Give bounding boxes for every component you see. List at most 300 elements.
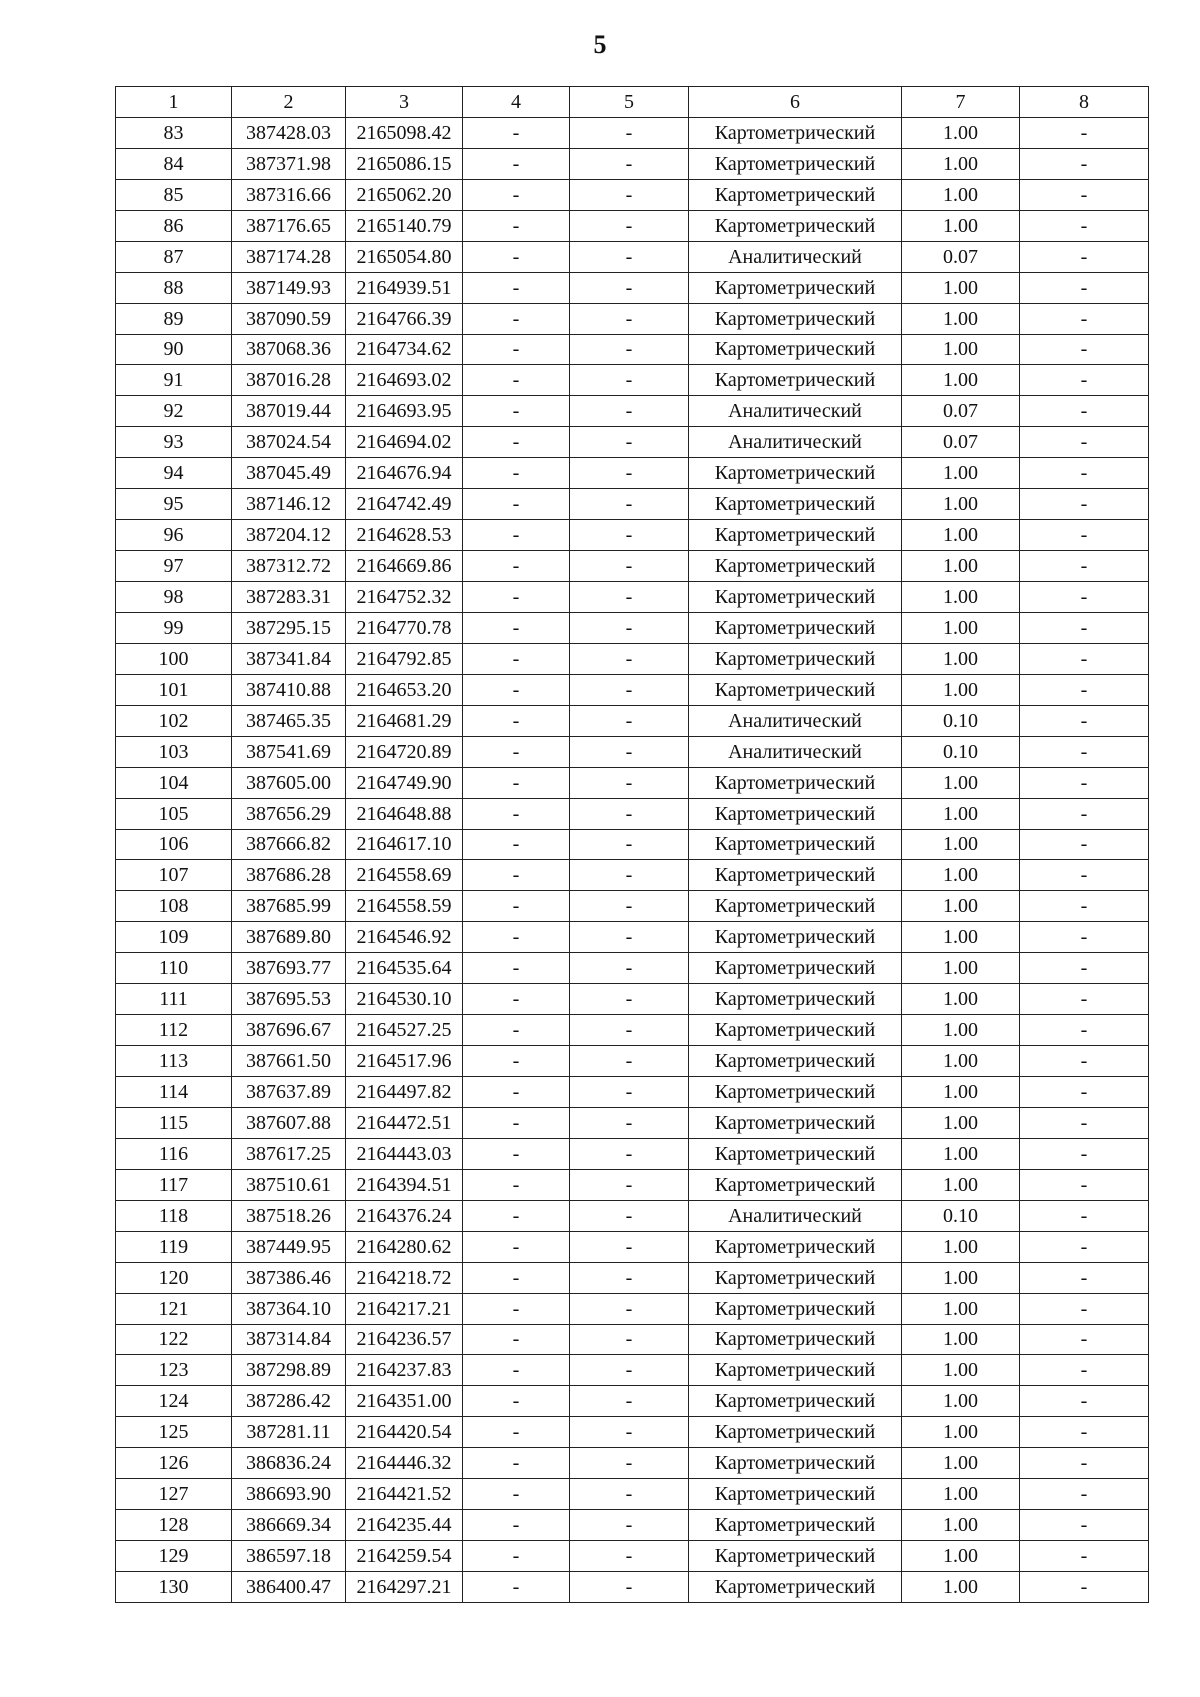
col8-cell: - [1020, 705, 1149, 736]
y-coordinate-cell: 2164351.00 [346, 1386, 463, 1417]
method-cell: Картометрический [689, 953, 902, 984]
x-coordinate-cell: 387298.89 [232, 1355, 346, 1386]
table-row [116, 1138, 1149, 1169]
accuracy-cell: 1.00 [902, 1448, 1020, 1479]
point-number-cell: 90 [116, 334, 232, 365]
col8-cell: - [1020, 1479, 1149, 1510]
col5-cell: - [570, 829, 689, 860]
col8-cell: - [1020, 551, 1149, 582]
method-cell: Картометрический [689, 891, 902, 922]
method-cell: Картометрический [689, 1231, 902, 1262]
table-row [116, 1572, 1149, 1603]
x-coordinate-cell: 387295.15 [232, 612, 346, 643]
col4-cell: - [463, 303, 570, 334]
method-cell: Картометрический [689, 1355, 902, 1386]
y-coordinate-cell: 2164749.90 [346, 767, 463, 798]
method-cell: Картометрический [689, 1046, 902, 1077]
accuracy-cell: 1.00 [902, 148, 1020, 179]
accuracy-cell: 1.00 [902, 1386, 1020, 1417]
col8-cell: - [1020, 1231, 1149, 1262]
point-number-cell: 97 [116, 551, 232, 582]
point-number-cell: 96 [116, 520, 232, 551]
x-coordinate-cell: 387283.31 [232, 582, 346, 613]
col5-cell: - [570, 705, 689, 736]
x-coordinate-cell: 387696.67 [232, 1015, 346, 1046]
x-coordinate-cell: 387386.46 [232, 1262, 346, 1293]
accuracy-cell: 1.00 [902, 829, 1020, 860]
table-row [116, 1169, 1149, 1200]
method-cell: Картометрический [689, 272, 902, 303]
point-number-cell: 128 [116, 1510, 232, 1541]
table-row [116, 427, 1149, 458]
col5-cell: - [570, 396, 689, 427]
col8-cell: - [1020, 643, 1149, 674]
table-row [116, 1386, 1149, 1417]
y-coordinate-cell: 2164527.25 [346, 1015, 463, 1046]
table-body [116, 117, 1149, 1602]
method-cell: Аналитический [689, 736, 902, 767]
point-number-cell: 108 [116, 891, 232, 922]
y-coordinate-cell: 2165098.42 [346, 117, 463, 148]
accuracy-cell: 1.00 [902, 1262, 1020, 1293]
accuracy-cell: 1.00 [902, 365, 1020, 396]
point-number-cell: 105 [116, 798, 232, 829]
point-number-cell: 127 [116, 1479, 232, 1510]
table-row [116, 643, 1149, 674]
x-coordinate-cell: 387174.28 [232, 241, 346, 272]
col4-cell: - [463, 241, 570, 272]
accuracy-cell: 0.10 [902, 705, 1020, 736]
x-coordinate-cell: 387518.26 [232, 1200, 346, 1231]
y-coordinate-cell: 2164237.83 [346, 1355, 463, 1386]
accuracy-cell: 1.00 [902, 860, 1020, 891]
point-number-cell: 119 [116, 1231, 232, 1262]
accuracy-cell: 1.00 [902, 1479, 1020, 1510]
method-cell: Картометрический [689, 148, 902, 179]
point-number-cell: 83 [116, 117, 232, 148]
point-number-cell: 122 [116, 1324, 232, 1355]
y-coordinate-cell: 2164676.94 [346, 458, 463, 489]
col8-cell: - [1020, 1046, 1149, 1077]
x-coordinate-cell: 387316.66 [232, 179, 346, 210]
col4-cell: - [463, 643, 570, 674]
y-coordinate-cell: 2165054.80 [346, 241, 463, 272]
y-coordinate-cell: 2164259.54 [346, 1541, 463, 1572]
x-coordinate-cell: 387312.72 [232, 551, 346, 582]
col5-cell: - [570, 1293, 689, 1324]
table-row [116, 582, 1149, 613]
accuracy-cell: 0.07 [902, 396, 1020, 427]
col5-cell: - [570, 334, 689, 365]
x-coordinate-cell: 387605.00 [232, 767, 346, 798]
col4-cell: - [463, 767, 570, 798]
col4-cell: - [463, 1386, 570, 1417]
y-coordinate-cell: 2164617.10 [346, 829, 463, 860]
x-coordinate-cell: 387146.12 [232, 489, 346, 520]
col4-cell: - [463, 1046, 570, 1077]
column-header: 1 [116, 87, 232, 118]
y-coordinate-cell: 2164766.39 [346, 303, 463, 334]
col4-cell: - [463, 860, 570, 891]
x-coordinate-cell: 387686.28 [232, 860, 346, 891]
col4-cell: - [463, 612, 570, 643]
col4-cell: - [463, 210, 570, 241]
x-coordinate-cell: 387068.36 [232, 334, 346, 365]
col4-cell: - [463, 551, 570, 582]
x-coordinate-cell: 387465.35 [232, 705, 346, 736]
accuracy-cell: 1.00 [902, 1231, 1020, 1262]
point-number-cell: 91 [116, 365, 232, 396]
col5-cell: - [570, 582, 689, 613]
y-coordinate-cell: 2164420.54 [346, 1417, 463, 1448]
col4-cell: - [463, 1077, 570, 1108]
column-header: 8 [1020, 87, 1149, 118]
col8-cell: - [1020, 396, 1149, 427]
y-coordinate-cell: 2164297.21 [346, 1572, 463, 1603]
method-cell: Картометрический [689, 1138, 902, 1169]
accuracy-cell: 1.00 [902, 1355, 1020, 1386]
point-number-cell: 130 [116, 1572, 232, 1603]
table-row [116, 674, 1149, 705]
accuracy-cell: 1.00 [902, 1107, 1020, 1138]
x-coordinate-cell: 387689.80 [232, 922, 346, 953]
col4-cell: - [463, 117, 570, 148]
col8-cell: - [1020, 179, 1149, 210]
y-coordinate-cell: 2164742.49 [346, 489, 463, 520]
method-cell: Картометрический [689, 643, 902, 674]
col5-cell: - [570, 1448, 689, 1479]
accuracy-cell: 1.00 [902, 117, 1020, 148]
point-number-cell: 89 [116, 303, 232, 334]
table-row [116, 272, 1149, 303]
accuracy-cell: 1.00 [902, 767, 1020, 798]
col8-cell: - [1020, 1015, 1149, 1046]
y-coordinate-cell: 2164770.78 [346, 612, 463, 643]
x-coordinate-cell: 387617.25 [232, 1138, 346, 1169]
column-header: 7 [902, 87, 1020, 118]
method-cell: Аналитический [689, 705, 902, 736]
accuracy-cell: 1.00 [902, 520, 1020, 551]
x-coordinate-cell: 387666.82 [232, 829, 346, 860]
y-coordinate-cell: 2164558.69 [346, 860, 463, 891]
method-cell: Картометрический [689, 798, 902, 829]
col4-cell: - [463, 179, 570, 210]
point-number-cell: 93 [116, 427, 232, 458]
method-cell: Картометрический [689, 334, 902, 365]
x-coordinate-cell: 387695.53 [232, 984, 346, 1015]
col4-cell: - [463, 1355, 570, 1386]
col5-cell: - [570, 179, 689, 210]
col5-cell: - [570, 117, 689, 148]
table-row [116, 736, 1149, 767]
col4-cell: - [463, 365, 570, 396]
col4-cell: - [463, 1107, 570, 1138]
table-row [116, 303, 1149, 334]
y-coordinate-cell: 2164236.57 [346, 1324, 463, 1355]
accuracy-cell: 1.00 [902, 1417, 1020, 1448]
col8-cell: - [1020, 767, 1149, 798]
col5-cell: - [570, 1572, 689, 1603]
method-cell: Картометрический [689, 582, 902, 613]
col4-cell: - [463, 705, 570, 736]
col4-cell: - [463, 1262, 570, 1293]
accuracy-cell: 1.00 [902, 674, 1020, 705]
method-cell: Картометрический [689, 210, 902, 241]
point-number-cell: 100 [116, 643, 232, 674]
accuracy-cell: 0.10 [902, 1200, 1020, 1231]
col8-cell: - [1020, 612, 1149, 643]
x-coordinate-cell: 387016.28 [232, 365, 346, 396]
method-cell: Картометрический [689, 984, 902, 1015]
col4-cell: - [463, 148, 570, 179]
y-coordinate-cell: 2164394.51 [346, 1169, 463, 1200]
table-row [116, 798, 1149, 829]
col8-cell: - [1020, 1169, 1149, 1200]
col5-cell: - [570, 891, 689, 922]
method-cell: Картометрический [689, 1169, 902, 1200]
table-row [116, 1417, 1149, 1448]
col5-cell: - [570, 1231, 689, 1262]
accuracy-cell: 1.00 [902, 334, 1020, 365]
col8-cell: - [1020, 241, 1149, 272]
col4-cell: - [463, 458, 570, 489]
col8-cell: - [1020, 458, 1149, 489]
table-row [116, 767, 1149, 798]
x-coordinate-cell: 387176.65 [232, 210, 346, 241]
col8-cell: - [1020, 1324, 1149, 1355]
method-cell: Картометрический [689, 1448, 902, 1479]
method-cell: Аналитический [689, 396, 902, 427]
method-cell: Картометрический [689, 674, 902, 705]
col8-cell: - [1020, 1262, 1149, 1293]
col8-cell: - [1020, 117, 1149, 148]
col8-cell: - [1020, 1138, 1149, 1169]
point-number-cell: 107 [116, 860, 232, 891]
accuracy-cell: 0.07 [902, 241, 1020, 272]
y-coordinate-cell: 2164217.21 [346, 1293, 463, 1324]
col5-cell: - [570, 1417, 689, 1448]
table-row [116, 551, 1149, 582]
table-row [116, 117, 1149, 148]
col5-cell: - [570, 1077, 689, 1108]
col4-cell: - [463, 489, 570, 520]
x-coordinate-cell: 387286.42 [232, 1386, 346, 1417]
x-coordinate-cell: 387204.12 [232, 520, 346, 551]
table-row [116, 612, 1149, 643]
col8-cell: - [1020, 860, 1149, 891]
y-coordinate-cell: 2164669.86 [346, 551, 463, 582]
accuracy-cell: 0.10 [902, 736, 1020, 767]
method-cell: Картометрический [689, 365, 902, 396]
col5-cell: - [570, 984, 689, 1015]
col5-cell: - [570, 458, 689, 489]
y-coordinate-cell: 2164235.44 [346, 1510, 463, 1541]
accuracy-cell: 1.00 [902, 489, 1020, 520]
column-header: 4 [463, 87, 570, 118]
page-number: 5 [593, 30, 607, 59]
col5-cell: - [570, 922, 689, 953]
table-row [116, 148, 1149, 179]
y-coordinate-cell: 2164648.88 [346, 798, 463, 829]
y-coordinate-cell: 2164792.85 [346, 643, 463, 674]
accuracy-cell: 1.00 [902, 953, 1020, 984]
col4-cell: - [463, 1510, 570, 1541]
accuracy-cell: 1.00 [902, 551, 1020, 582]
col5-cell: - [570, 1541, 689, 1572]
method-cell: Картометрический [689, 922, 902, 953]
column-header: 6 [689, 87, 902, 118]
accuracy-cell: 1.00 [902, 303, 1020, 334]
point-number-cell: 123 [116, 1355, 232, 1386]
table-row [116, 489, 1149, 520]
point-number-cell: 116 [116, 1138, 232, 1169]
method-cell: Аналитический [689, 1200, 902, 1231]
method-cell: Картометрический [689, 551, 902, 582]
method-cell: Картометрический [689, 1479, 902, 1510]
accuracy-cell: 1.00 [902, 1293, 1020, 1324]
col4-cell: - [463, 798, 570, 829]
table-row [116, 1293, 1149, 1324]
point-number-cell: 115 [116, 1107, 232, 1138]
col4-cell: - [463, 1417, 570, 1448]
point-number-cell: 104 [116, 767, 232, 798]
col8-cell: - [1020, 891, 1149, 922]
method-cell: Аналитический [689, 427, 902, 458]
col5-cell: - [570, 1262, 689, 1293]
method-cell: Картометрический [689, 458, 902, 489]
col4-cell: - [463, 1541, 570, 1572]
col8-cell: - [1020, 1541, 1149, 1572]
accuracy-cell: 1.00 [902, 1015, 1020, 1046]
accuracy-cell: 1.00 [902, 582, 1020, 613]
col5-cell: - [570, 1138, 689, 1169]
point-number-cell: 129 [116, 1541, 232, 1572]
col5-cell: - [570, 612, 689, 643]
point-number-cell: 103 [116, 736, 232, 767]
table-row [116, 1355, 1149, 1386]
method-cell: Картометрический [689, 829, 902, 860]
point-number-cell: 109 [116, 922, 232, 953]
col8-cell: - [1020, 1448, 1149, 1479]
table-row [116, 891, 1149, 922]
accuracy-cell: 1.00 [902, 458, 1020, 489]
col4-cell: - [463, 1293, 570, 1324]
accuracy-cell: 1.00 [902, 1541, 1020, 1572]
accuracy-cell: 1.00 [902, 272, 1020, 303]
point-number-cell: 88 [116, 272, 232, 303]
point-number-cell: 92 [116, 396, 232, 427]
method-cell: Картометрический [689, 1324, 902, 1355]
table-row [116, 1541, 1149, 1572]
col4-cell: - [463, 427, 570, 458]
point-number-cell: 106 [116, 829, 232, 860]
x-coordinate-cell: 387410.88 [232, 674, 346, 705]
point-number-cell: 125 [116, 1417, 232, 1448]
col8-cell: - [1020, 1077, 1149, 1108]
table-row [116, 520, 1149, 551]
col8-cell: - [1020, 489, 1149, 520]
column-header: 3 [346, 87, 463, 118]
col8-cell: - [1020, 1386, 1149, 1417]
y-coordinate-cell: 2164421.52 [346, 1479, 463, 1510]
accuracy-cell: 1.00 [902, 179, 1020, 210]
point-number-cell: 117 [116, 1169, 232, 1200]
x-coordinate-cell: 387510.61 [232, 1169, 346, 1200]
point-number-cell: 99 [116, 612, 232, 643]
table-row [116, 458, 1149, 489]
y-coordinate-cell: 2164517.96 [346, 1046, 463, 1077]
table-row [116, 922, 1149, 953]
y-coordinate-cell: 2165140.79 [346, 210, 463, 241]
col4-cell: - [463, 891, 570, 922]
accuracy-cell: 1.00 [902, 210, 1020, 241]
accuracy-cell: 1.00 [902, 1510, 1020, 1541]
col5-cell: - [570, 489, 689, 520]
y-coordinate-cell: 2164558.59 [346, 891, 463, 922]
col5-cell: - [570, 860, 689, 891]
col5-cell: - [570, 520, 689, 551]
col5-cell: - [570, 1046, 689, 1077]
col5-cell: - [570, 674, 689, 705]
col8-cell: - [1020, 984, 1149, 1015]
col4-cell: - [463, 1572, 570, 1603]
y-coordinate-cell: 2164280.62 [346, 1231, 463, 1262]
x-coordinate-cell: 387281.11 [232, 1417, 346, 1448]
col4-cell: - [463, 922, 570, 953]
col5-cell: - [570, 303, 689, 334]
point-number-cell: 114 [116, 1077, 232, 1108]
y-coordinate-cell: 2164472.51 [346, 1107, 463, 1138]
x-coordinate-cell: 387637.89 [232, 1077, 346, 1108]
x-coordinate-cell: 387685.99 [232, 891, 346, 922]
method-cell: Картометрический [689, 1077, 902, 1108]
col4-cell: - [463, 272, 570, 303]
method-cell: Картометрический [689, 1541, 902, 1572]
table-row [116, 365, 1149, 396]
method-cell: Картометрический [689, 117, 902, 148]
table-row [116, 705, 1149, 736]
y-coordinate-cell: 2164752.32 [346, 582, 463, 613]
col8-cell: - [1020, 1417, 1149, 1448]
x-coordinate-cell: 387045.49 [232, 458, 346, 489]
y-coordinate-cell: 2165062.20 [346, 179, 463, 210]
col5-cell: - [570, 1324, 689, 1355]
table-row [116, 1231, 1149, 1262]
y-coordinate-cell: 2164653.20 [346, 674, 463, 705]
x-coordinate-cell: 386693.90 [232, 1479, 346, 1510]
col8-cell: - [1020, 365, 1149, 396]
col8-cell: - [1020, 1107, 1149, 1138]
col4-cell: - [463, 1324, 570, 1355]
table-row [116, 1107, 1149, 1138]
method-cell: Картометрический [689, 1572, 902, 1603]
accuracy-cell: 1.00 [902, 984, 1020, 1015]
col8-cell: - [1020, 148, 1149, 179]
table-row [116, 860, 1149, 891]
col8-cell: - [1020, 427, 1149, 458]
col5-cell: - [570, 1479, 689, 1510]
col4-cell: - [463, 1448, 570, 1479]
method-cell: Картометрический [689, 612, 902, 643]
y-coordinate-cell: 2164497.82 [346, 1077, 463, 1108]
x-coordinate-cell: 387656.29 [232, 798, 346, 829]
col4-cell: - [463, 334, 570, 365]
method-cell: Картометрический [689, 767, 902, 798]
accuracy-cell: 1.00 [902, 891, 1020, 922]
col8-cell: - [1020, 272, 1149, 303]
col8-cell: - [1020, 953, 1149, 984]
table-row [116, 1015, 1149, 1046]
